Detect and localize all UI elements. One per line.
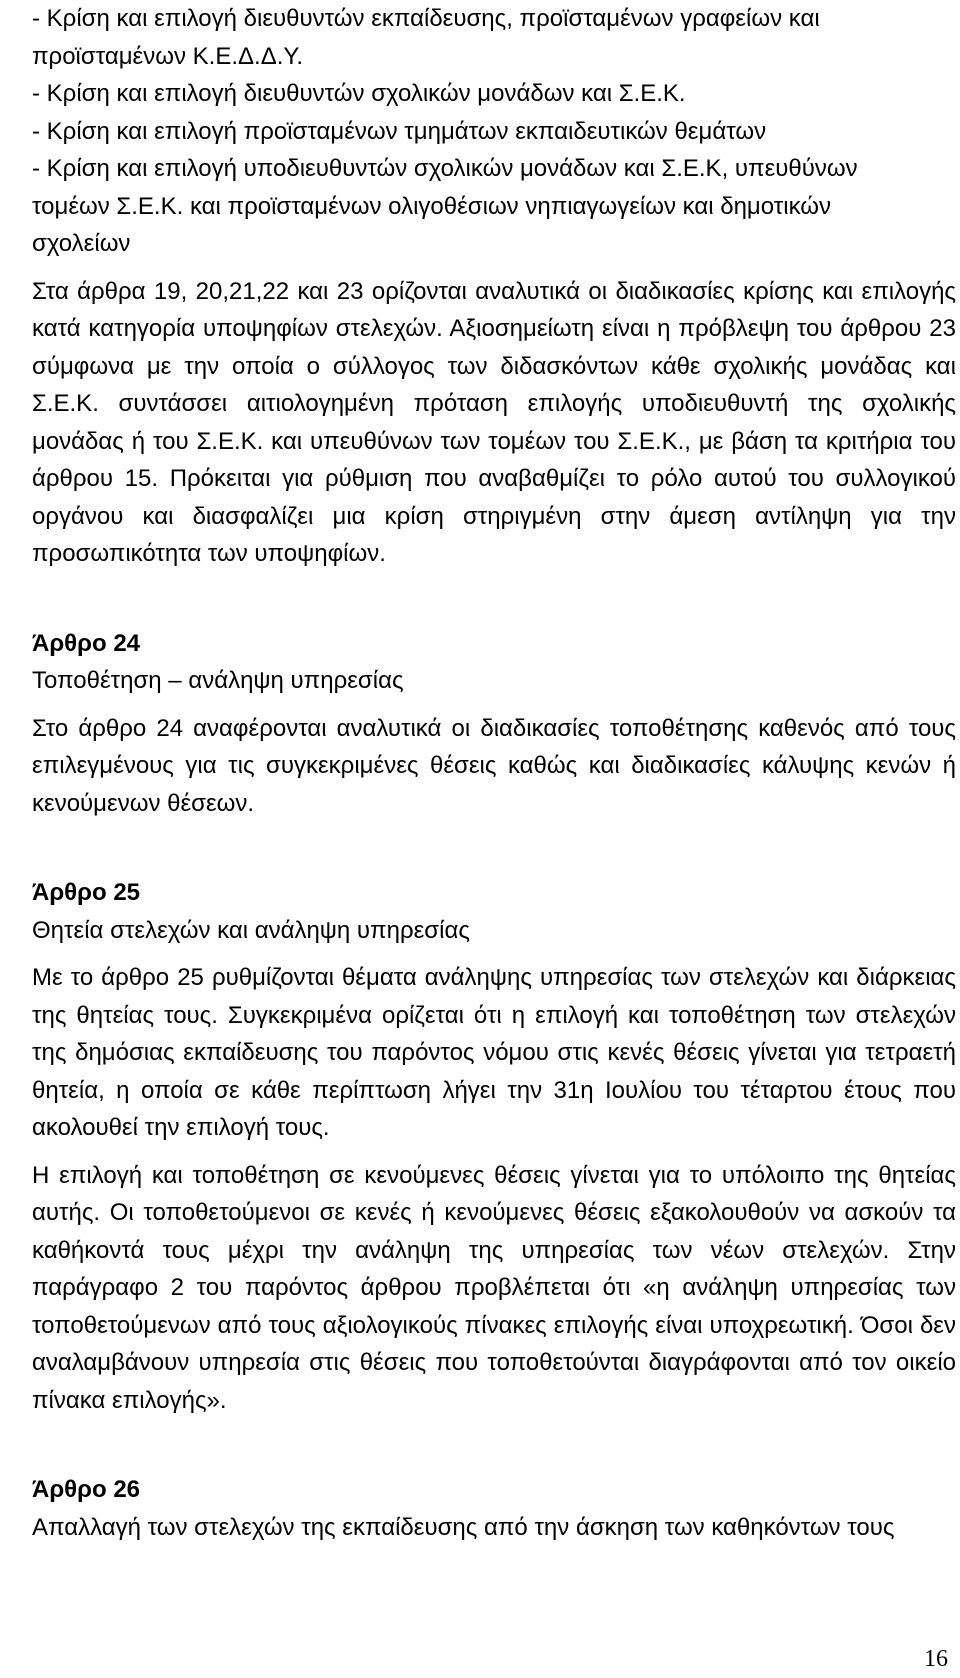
article-26-section [32, 1471, 956, 1546]
document-page [32, 0, 956, 1546]
page-number: 16 [924, 1646, 948, 1672]
article-26-heading: Άρθρο 26 [32, 1476, 141, 1503]
article-24-heading: Άρθρο 24 [32, 629, 141, 657]
article-25-subtitle: Θητεία στελεχών και ανάληψη υπηρεσίας [32, 916, 470, 944]
list-item: - Κρίση και επιλογή προϊσταμένων τμημάτων εκπαιδευτικών θεμάτων [32, 117, 767, 145]
article-25-section [32, 874, 956, 1419]
list-item-continuation: προϊσταμένων Κ.Ε.Δ.Δ.Υ. [32, 42, 304, 70]
paragraph-articles-19-23: Στα άρθρα 19, 20,21,22 και 23 ορίζονται αναλυτικά οι διαδικασίες κρίσης και επιλογής κατά κατηγορία υποψηφίων στελεχών. Αξιοσημείωτη είναι η πρόβλεψη του άρθρου 23 σύμφωνα με την οποία ο σύλλογος των διδασκόντων κάθε σχολικής μονάδας και Σ.Ε.Κ. συντάσσει αιτιολογημένη πρόταση επιλογής υποδιευθυντή της σχολικής μονάδας ή του Σ.Ε.Κ. και υπευθύνων των τομέων του Σ.Ε.Κ., με βάση τα κριτήρια του άρθρου 15. Πρόκειται για ρύθμιση που αναβαθμίζει το ρόλο αυτού του συλλογικού οργάνου και διασφαλίζει μια κρίση στηριγμένη στην άμεση αντίληψη για την προσωπικότητα των υποψηφίων. [32, 277, 956, 567]
list-item-continuation: σχολείων [32, 230, 131, 257]
list-item: - Κρίση και επιλογή υποδιευθυντών σχολικών μονάδων και Σ.Ε.Κ, υπευθύνων [32, 155, 858, 182]
article-25-body-2: Η επιλογή και τοποθέτηση σε κενούμενες θέσεις γίνεται για το υπόλοιπο της θητείας αυτής. Οι τοποθετούμενοι σε κενές ή κενούμενες θέσεις εξακολουθούν να ασκούν τα καθήκοντά τους μέχρι την ανάληψη της υπηρεσίας των νέων στελεχών. Στην παράγραφο 2 του παρόντος άρθρου προβλέπεται ότι «η ανάληψη υπηρεσίας των τοποθετούμενων από τους αξιολογικούς πίνακες επιλογής είναι υποχρεωτική. Όσοι δεν αναλαμβάνουν υπηρεσία στις θέσεις που τοποθετούνται διαγράφονται από τον οικείο πίνακα επιλογής». [32, 1161, 956, 1414]
list-item: - Κρίση και επιλογή διευθυντών σχολικών μονάδων και Σ.Ε.Κ. [32, 80, 686, 107]
intro-list [32, 0, 956, 263]
list-item: - Κρίση και επιλογή διευθυντών εκπαίδευσης, προϊσταμένων γραφείων και [32, 5, 820, 32]
article-25-body-1: Με το άρθρο 25 ρυθμίζονται θέματα ανάληψης υπηρεσίας των στελεχών και διάρκειας της θητείας τους. Συγκεκριμένα ορίζεται ότι η επιλογή και τοποθέτηση των στελεχών της δημόσιας εκπαίδευσης του παρόντος νόμου στις κενές θέσεις γίνεται για τετραετή θητεία, η οποία σε κάθε περίπτωση λήγει την 31η Ιουλίου του τέταρτου έτους που ακολουθεί την επιλογή τους. [32, 964, 956, 1141]
list-item-continuation: τομέων Σ.Ε.Κ. και προϊσταμένων ολιγοθέσιων νηπιαγωγείων και δημοτικών [32, 192, 832, 220]
article-25-heading: Άρθρο 25 [32, 879, 141, 906]
article-26-subtitle: Απαλλαγή των στελεχών της εκπαίδευσης από την άσκηση των καθηκόντων τους [32, 1513, 895, 1541]
article-24-section [32, 625, 956, 823]
article-24-body: Στο άρθρο 24 αναφέρονται αναλυτικά οι διαδικασίες τοποθέτησης καθενός από τους επιλεγμένους για τις συγκεκριμένες θέσεις καθώς και διαδικασίες κάλυψης κενών ή κενούμενων θέσεων. [32, 714, 956, 817]
article-24-subtitle: Τοποθέτηση – ανάληψη υπηρεσίας [32, 667, 404, 694]
